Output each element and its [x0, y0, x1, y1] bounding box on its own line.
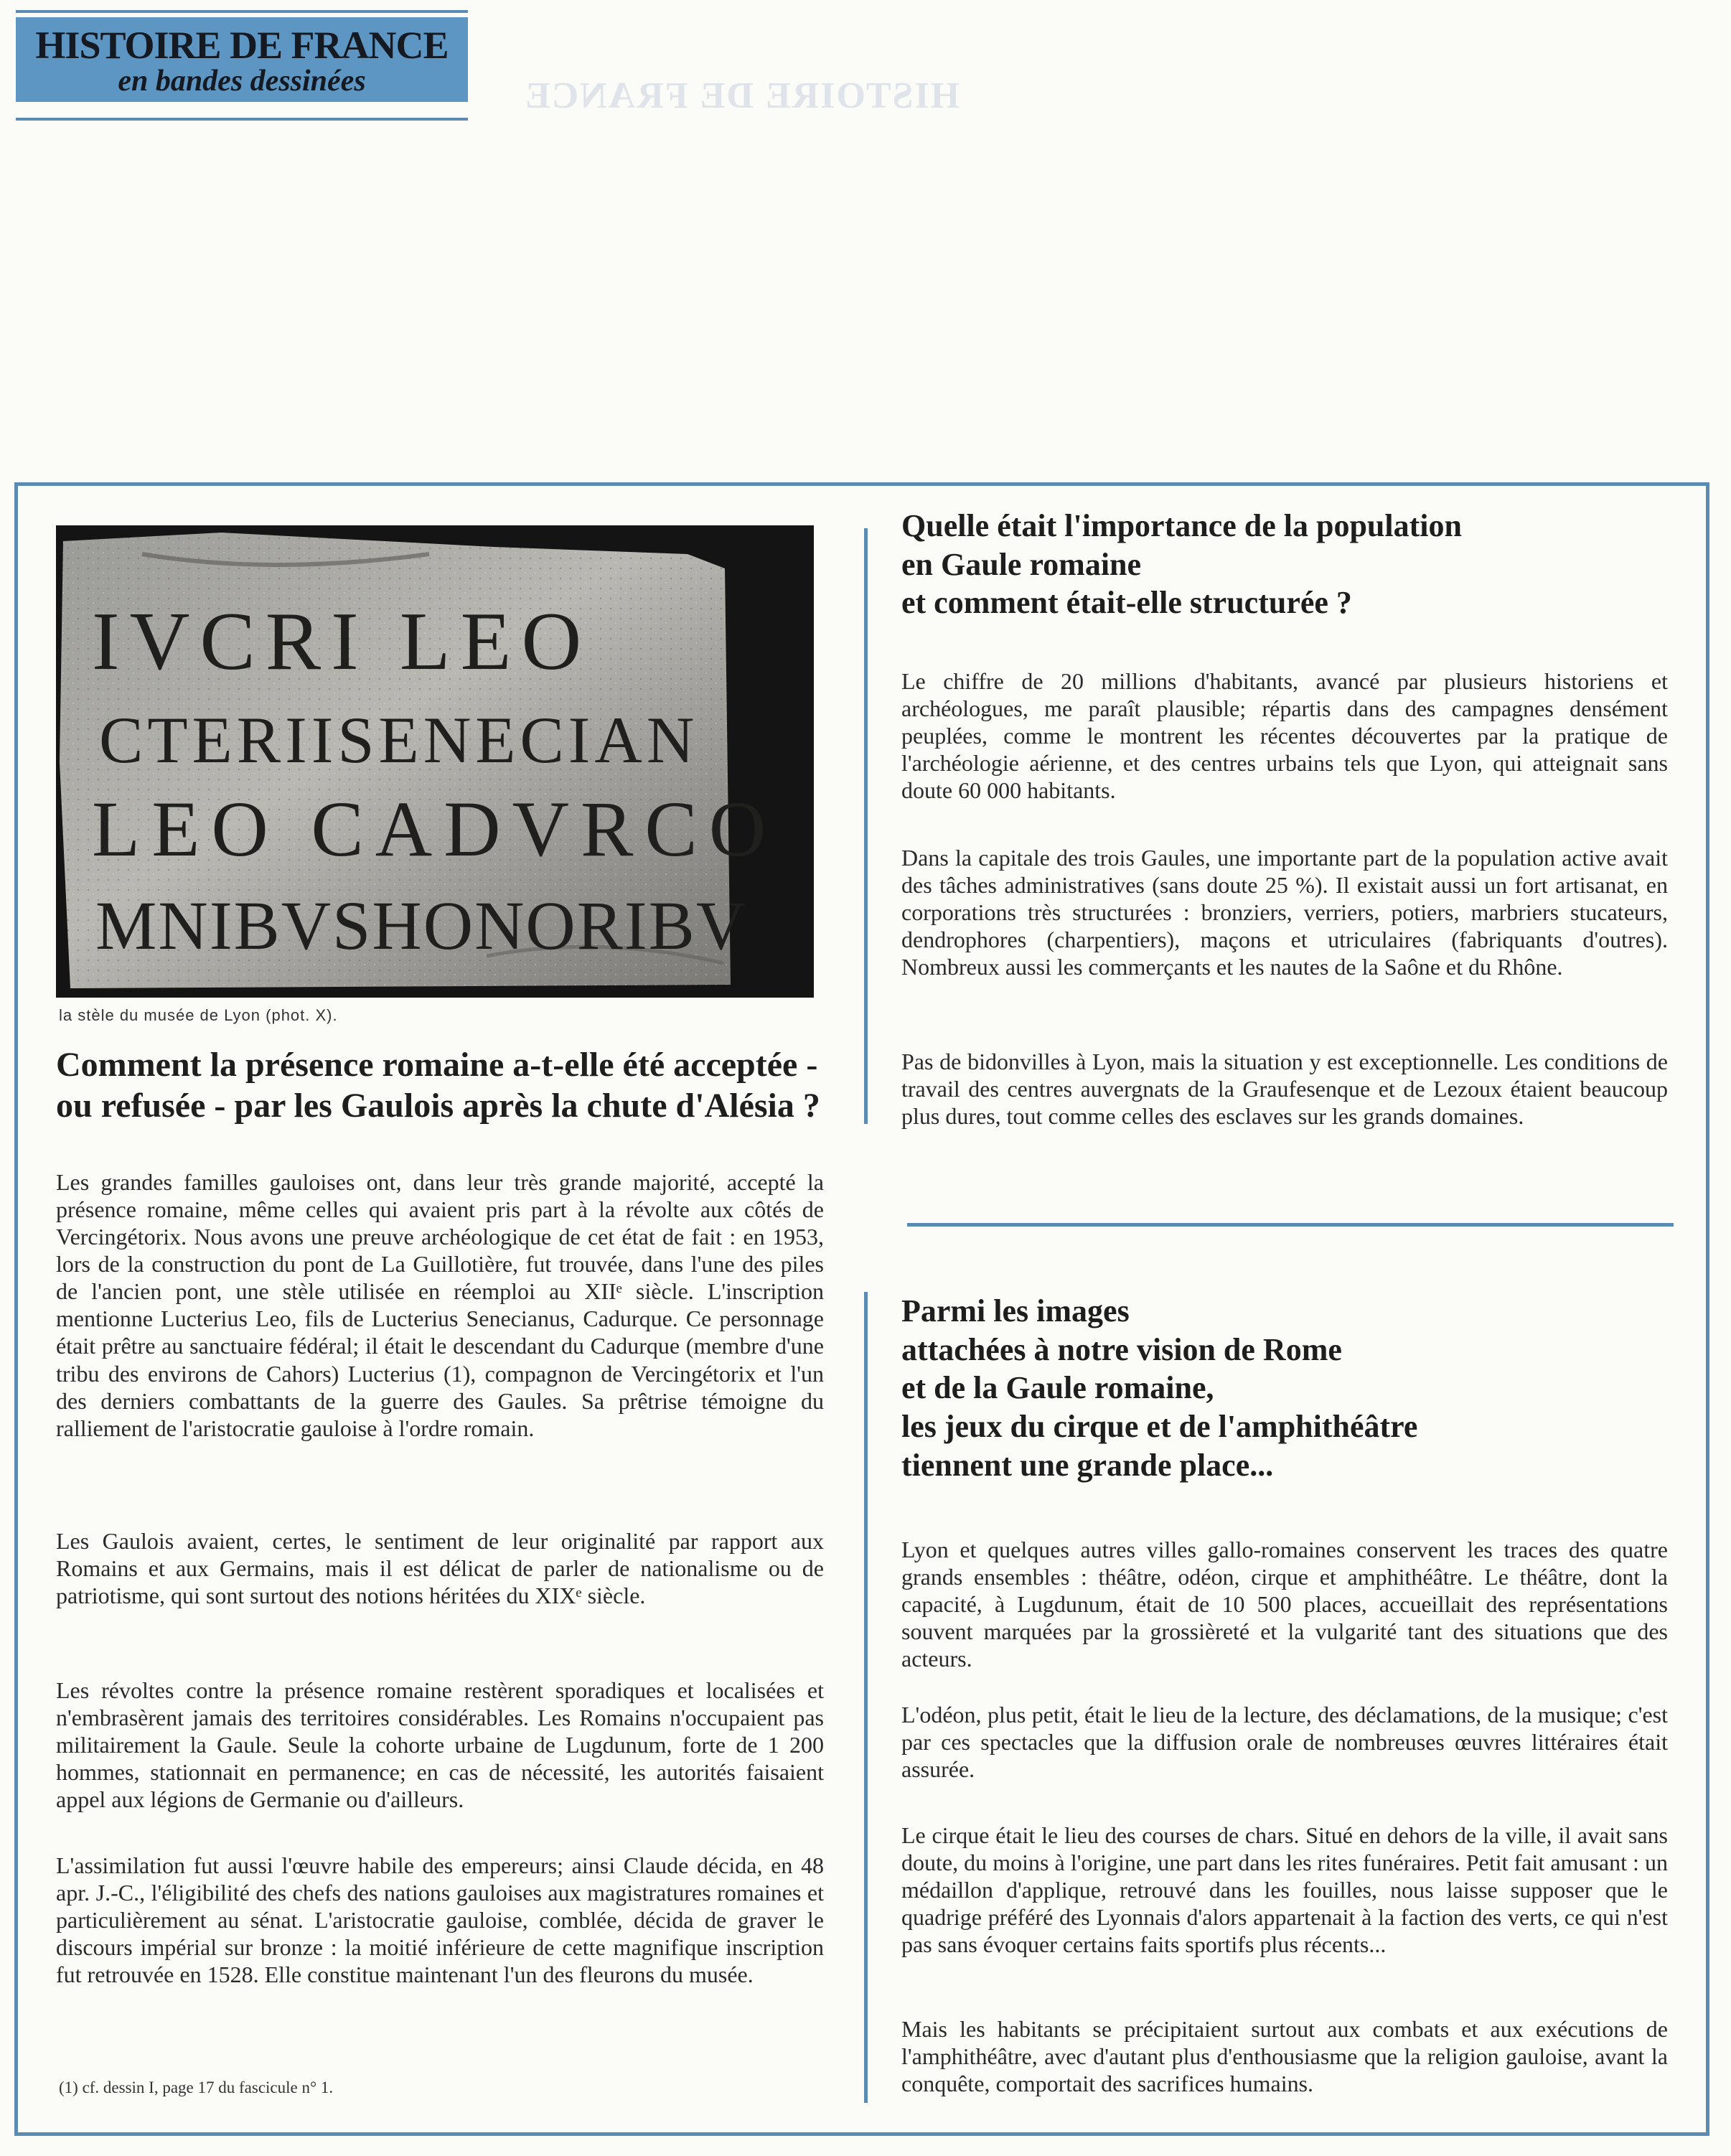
- masthead-bottom-rule: [16, 118, 468, 121]
- section-separator: [907, 1223, 1674, 1227]
- photo-caption: la stèle du musée de Lyon (phot. X).: [59, 1006, 338, 1024]
- left-paragraph-3: Les révoltes contre la présence romaine restèrent sporadiques et localisées et n'embrasèrent jamais des territoires considérables. Les Romains n'occupaient pas militairement la Gaule. Seule la cohorte urbaine de Lugdunum, forte de 1 200 hommes, stationnait en permanence; en cas de nécessité, les autorités faisaient appel aux légions de Germanie ou d'ailleurs.: [56, 1677, 824, 1813]
- column-separator-top: [864, 528, 868, 1124]
- right-top-paragraph-2: Dans la capitale des trois Gaules, une importante part de la population active avait des tâches administratives (sans doute 25 %). Il existait aussi un fort artisanat, en corporations très structurées : bronziers, verriers, potiers, marbriers stucateurs, dendrophores (charpentiers), maçons et utriculaires (fabriquants d'outres). Nombreux aussi les commerçants et les nautes de la Saône et du Rhône.: [901, 845, 1668, 980]
- masthead-top-rule: [16, 10, 468, 13]
- right-bottom-paragraph-3: Le cirque était le lieu des courses de chars. Situé en dehors de la ville, il avait sans doute, du moins à l'origine, une part dans les rites funéraires. Petit fait amusant : un médaillon d'applique, retrouvé dans les fouilles, nous laisse supposer que le quadrige préféré des Lyonnais d'alors appartenait à la faction des verts, ce qui n'est pas sans évoquer certains faits sportifs plus récents...: [901, 1822, 1668, 1958]
- inscription-line-4: MNIBVSHONORIBV: [95, 887, 748, 964]
- right-top-heading-line-3: et comment était-elle structurée ?: [901, 585, 1352, 621]
- left-heading: Comment la présence romaine a-t-elle été acceptée - ou refusée - par les Gaulois après la chute d'Alésia ?: [56, 1046, 820, 1125]
- left-paragraph-1: Les grandes familles gauloises ont, dans leur très grande majorité, accepté la présence romaine, même celles qui avaient pris part à la révolte aux côtés de Vercingétorix. Nous avons une preuve archéologique de cet état de fait : en 1953, lors de la construction du pont de La Guillotière, fut trouvée, dans l'une des piles de l'ancien pont, une stèle utilisée en réemploi au XIIᵉ siècle. L'inscription mentionne Lucterius Leo, fils de Lucterius Senecianus, Cadurque. Ce personnage était prêtre au sanctuaire fédéral; il était le descendant du Cadurque (membre d'une tribu des environs de Cahors) Lucterius (1), compagnon de Vercingétorix et l'un des derniers combattants de la guerre des Gaules. Sa prêtrise témoigne du ralliement de l'aristocratie gauloise à l'ordre romain.: [56, 1169, 824, 1441]
- right-bottom-paragraph-2: L'odéon, plus petit, était le lieu de la lecture, des déclamations, de la musique; c'est par ces spectacles que la diffusion orale de nombreuses œuvres littéraires était assurée.: [901, 1702, 1668, 1783]
- right-bottom-heading-line-4: les jeux du cirque et de l'amphithéâtre: [901, 1409, 1418, 1445]
- right-bottom-heading: [901, 1292, 1691, 1484]
- footnote: (1) cf. dessin I, page 17 du fascicule n° 1.: [59, 2078, 334, 2096]
- stele-image: [56, 525, 814, 998]
- right-top-heading-line-2: en Gaule romaine: [901, 546, 1142, 582]
- inscription-line-1: IVCRI LEO: [92, 596, 592, 688]
- right-top-paragraph-3: Pas de bidonvilles à Lyon, mais la situation y est exceptionnelle. Les conditions de travail des centres auvergnats de la Graufesenque et de Lezoux étaient beaucoup plus dures, tout comme celles des esclaves sur les grands domaines.: [901, 1049, 1668, 1130]
- right-bottom-paragraph-1: Lyon et quelques autres villes gallo-romaines conservent les traces des quatre grands ensembles : théâtre, odéon, cirque et amphithéâtre. Le théâtre, dont la capacité, à Lugdunum, était de 10 500 places, accueillait des représentations souvent marquées par la grossièreté et la vulgarité tant des situations que des acteurs.: [901, 1537, 1668, 1672]
- inscription-line-3: LEO CADVRCO: [92, 785, 778, 873]
- left-paragraph-2: Les Gaulois avaient, certes, le sentiment de leur originalité par rapport aux Romains et aux Germains, mais il est délicat de parler de nationalisme ou de patriotisme, qui sont surtout des notions héritées du XIXᵉ siècle.: [56, 1528, 824, 1609]
- column-separator-bottom: [864, 1292, 868, 2103]
- masthead-title: HISTOIRE DE FRANCE: [35, 24, 449, 67]
- stele-photo: [56, 525, 814, 998]
- right-bottom-heading-line-1: Parmi les images: [901, 1293, 1130, 1328]
- right-bottom-paragraph-4: Mais les habitants se précipitaient surtout aux combats et aux exécutions de l'amphithéâtre, avec d'autant plus d'enthousiasme que la religion gauloise, avant la conquête, comportait des sacrifices humains.: [901, 2016, 1668, 2097]
- left-paragraph-4: L'assimilation fut aussi l'œuvre habile des empereurs; ainsi Claude décida, en 48 apr. J.-C., l'éligibilité des chefs des nations gauloises aux magistratures romaines et particulièrement au sénat. L'aristocratie gauloise, comblée, décida de graver le discours impérial sur bronze : la moitié inférieure de cette magnifique inscription fut retrouvée en 1528. Elle constitue maintenant l'un des fleurons du musée.: [56, 1852, 824, 1988]
- right-top-heading-line-1: Quelle était l'importance de la population: [901, 508, 1462, 543]
- inscription-line-2: CTERIISENECIAN: [99, 703, 699, 777]
- bleed-through-ghost-text: HISTOIRE DE FRANCE: [524, 75, 960, 116]
- masthead-subtitle: en bandes dessinées: [118, 65, 366, 98]
- right-top-heading: [901, 507, 1691, 622]
- right-bottom-heading-line-5: tiennent une grande place...: [901, 1447, 1274, 1483]
- right-bottom-heading-line-2: attachées à notre vision de Rome: [901, 1331, 1342, 1367]
- right-bottom-heading-line-3: et de la Gaule romaine,: [901, 1370, 1214, 1406]
- masthead: [16, 17, 468, 102]
- right-top-paragraph-1: Le chiffre de 20 millions d'habitants, avancé par plusieurs historiens et archéologues, me paraît plausible; répartis dans des campagnes densément peuplées, comme le montrent les récentes découvertes par la pratique de l'archéologie aérienne, et des centres urbains tels que Lyon, qui atteignait sans doute 60 000 habitants.: [901, 668, 1668, 804]
